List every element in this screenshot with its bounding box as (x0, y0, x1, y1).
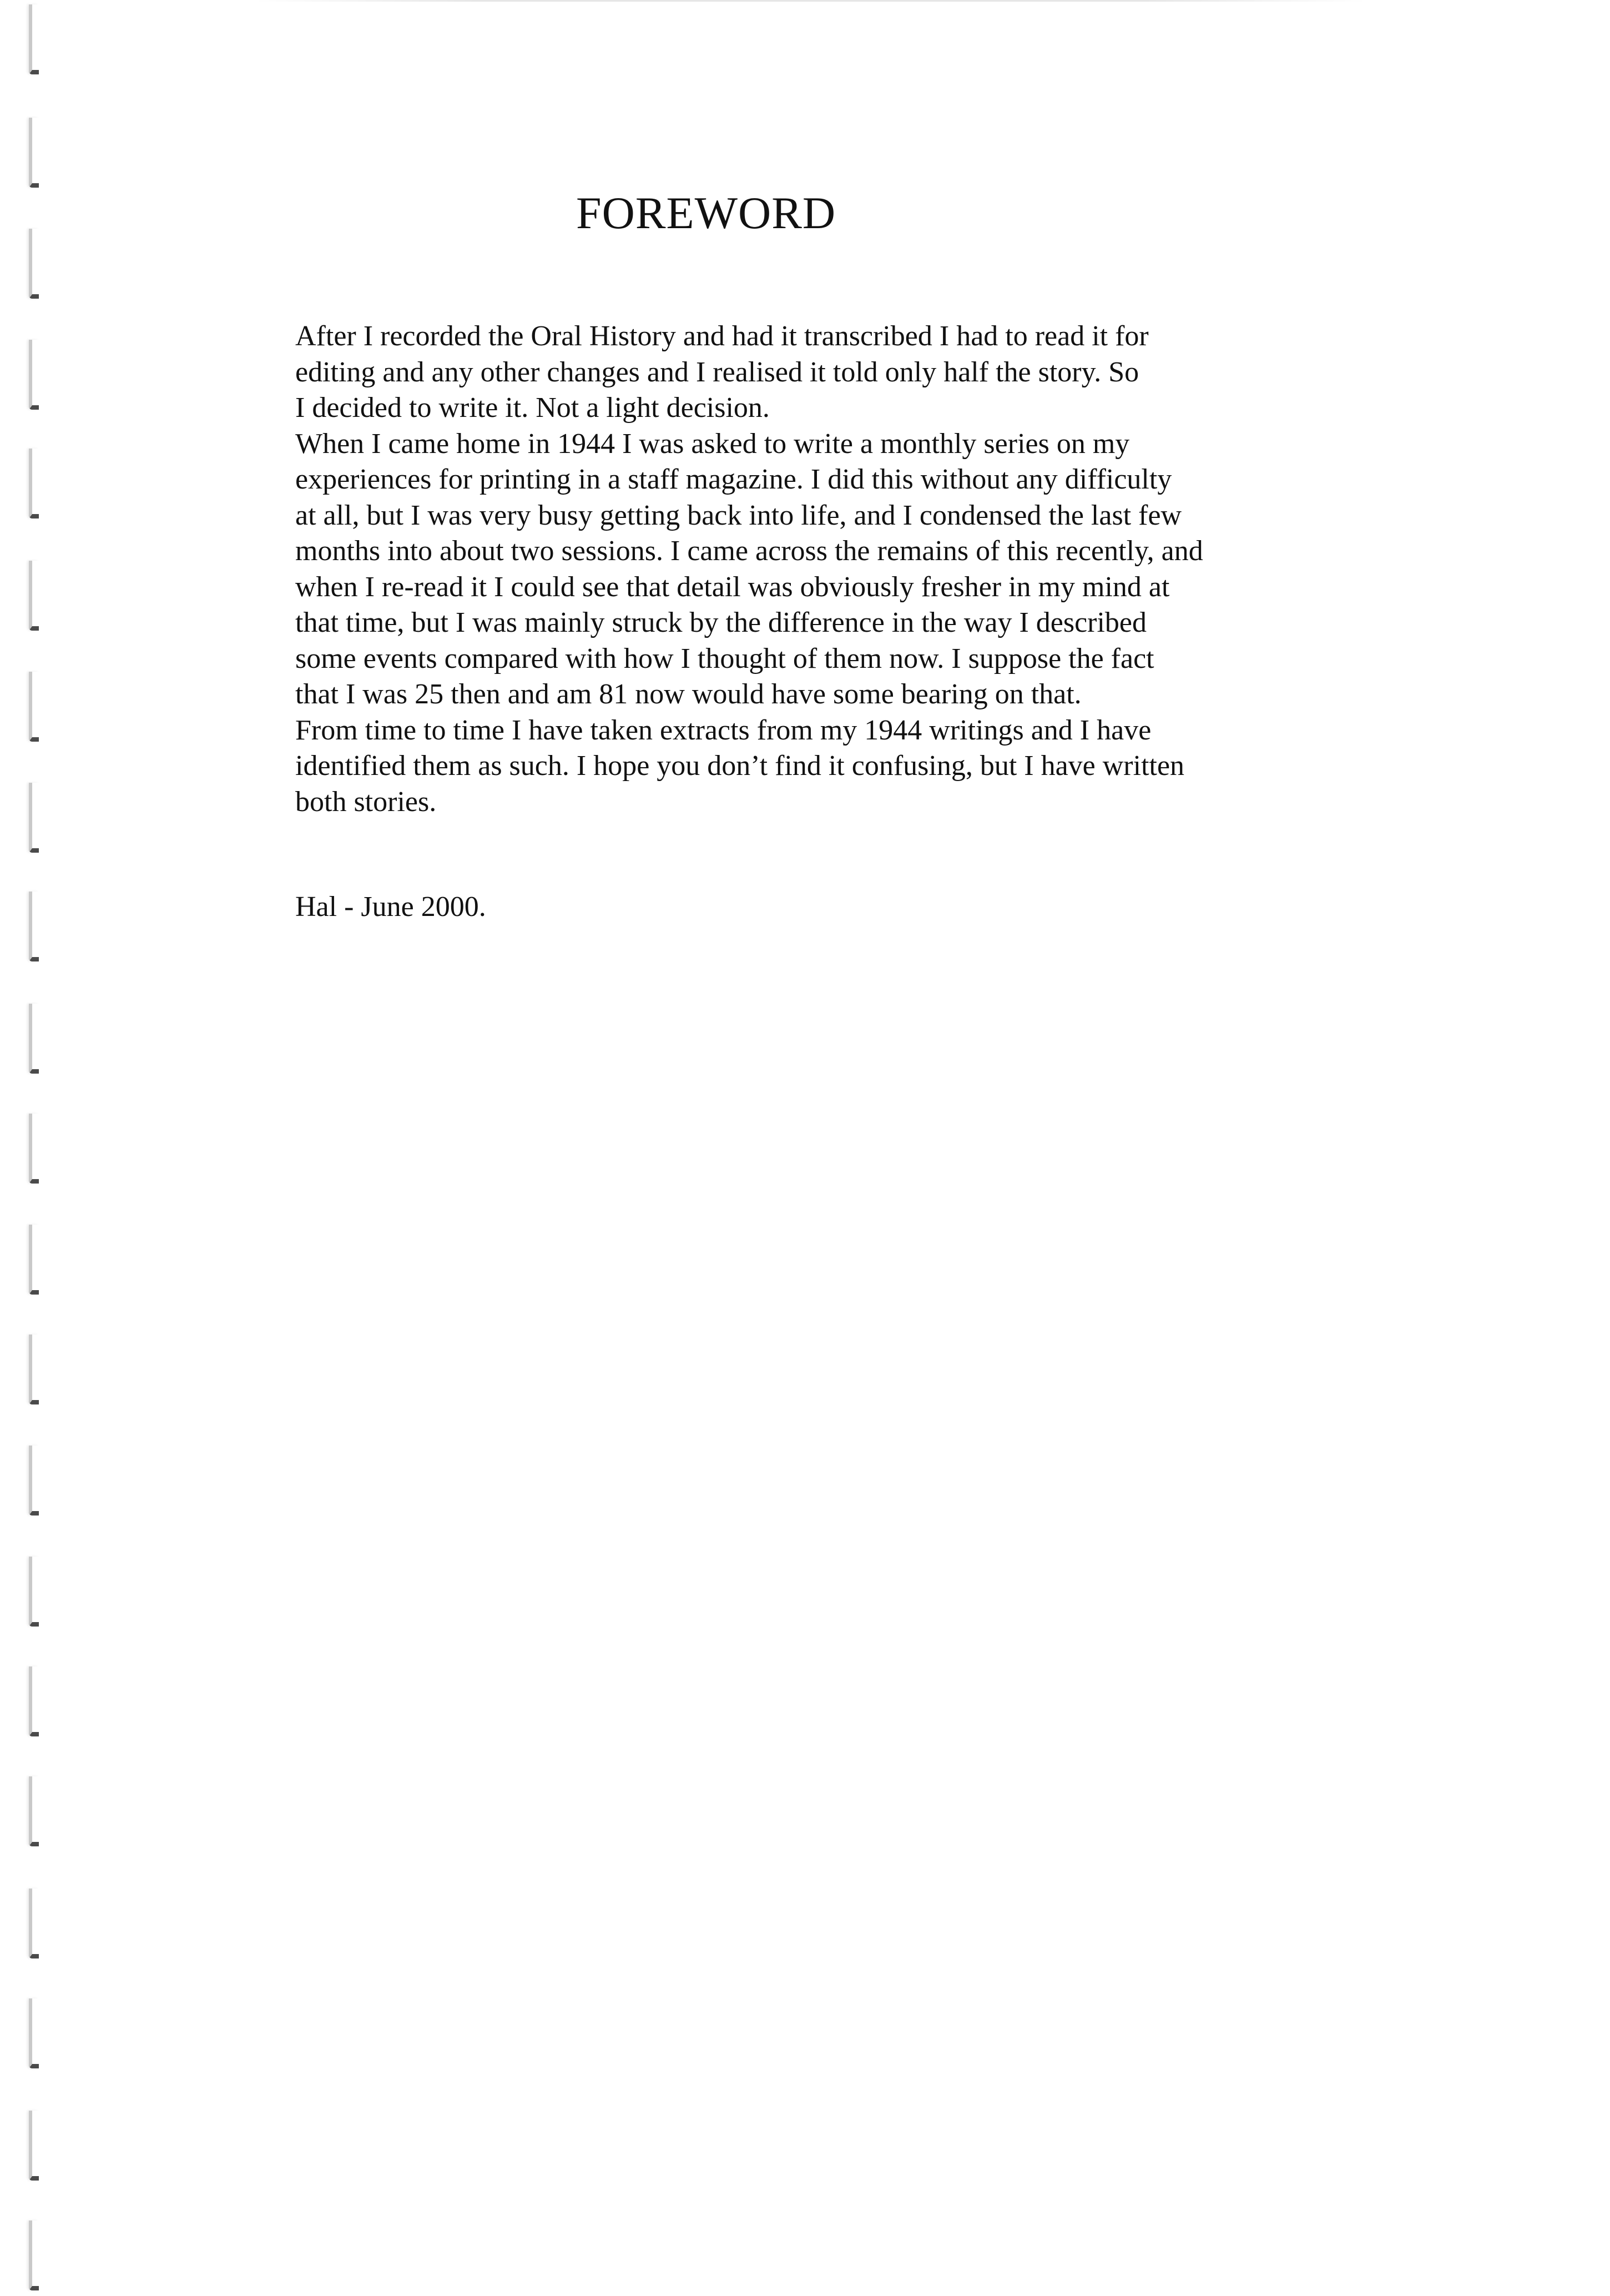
body-line: some events compared with how I thought of them now. I suppose the fact (295, 642, 1154, 674)
binding-slot (29, 1776, 39, 1846)
binding-slot (29, 672, 39, 742)
body-line: experiences for printing in a staff magazine. I did this without any difficulty (295, 464, 1172, 495)
binding-slot (29, 1557, 39, 1627)
binding-slot (29, 1114, 39, 1184)
body-line: months into about two sessions. I came across the remains of this recently, and (295, 535, 1203, 567)
binding-slot (29, 2221, 39, 2290)
body-line: editing and any other changes and I realised it told only half the story. So (295, 356, 1139, 388)
binding-slot (29, 449, 39, 518)
foreword-body (295, 319, 1272, 820)
binding-slot (29, 892, 39, 961)
binding-slot (29, 1225, 39, 1295)
binding-slot (29, 1998, 39, 2068)
body-line: when I re-read it I could see that detail was obviously fresher in my mind at (295, 571, 1170, 603)
binding-slot (29, 118, 39, 188)
binding-slot (29, 783, 39, 853)
body-line: that time, but I was mainly struck by the difference in the way I described (295, 607, 1147, 638)
body-line: both stories. (295, 786, 437, 818)
binding-slot (29, 2111, 39, 2181)
body-line: at all, but I was very busy getting back into life, and I condensed the last few (295, 499, 1182, 531)
binding-slot (29, 1335, 39, 1404)
scan-edge (255, 0, 1365, 2)
binding-slot (29, 1889, 39, 1958)
binding-slot (29, 229, 39, 299)
body-line: that I was 25 then and am 81 now would have some bearing on that. (295, 678, 1082, 710)
body-line: From time to time I have taken extracts from my 1944 writings and I have (295, 714, 1152, 746)
binding-slot (29, 561, 39, 631)
comb-binding (21, 0, 54, 2296)
binding-slot (29, 1004, 39, 1074)
binding-slot (29, 1446, 39, 1515)
binding-slot (29, 4, 39, 74)
binding-slot (29, 340, 39, 410)
page-title: FOREWORD (576, 188, 836, 238)
body-line: After I recorded the Oral History and had it transcribed I had to read it for (295, 320, 1149, 352)
binding-slot (29, 1666, 39, 1736)
body-line: When I came home in 1944 I was asked to write a monthly series on my (295, 427, 1130, 460)
body-line: identified them as such. I hope you don’t find it confusing, but I have written (295, 750, 1185, 782)
signature-date: Hal - June 2000. (295, 891, 486, 923)
body-line: I decided to write it. Not a light decision. (295, 392, 770, 424)
